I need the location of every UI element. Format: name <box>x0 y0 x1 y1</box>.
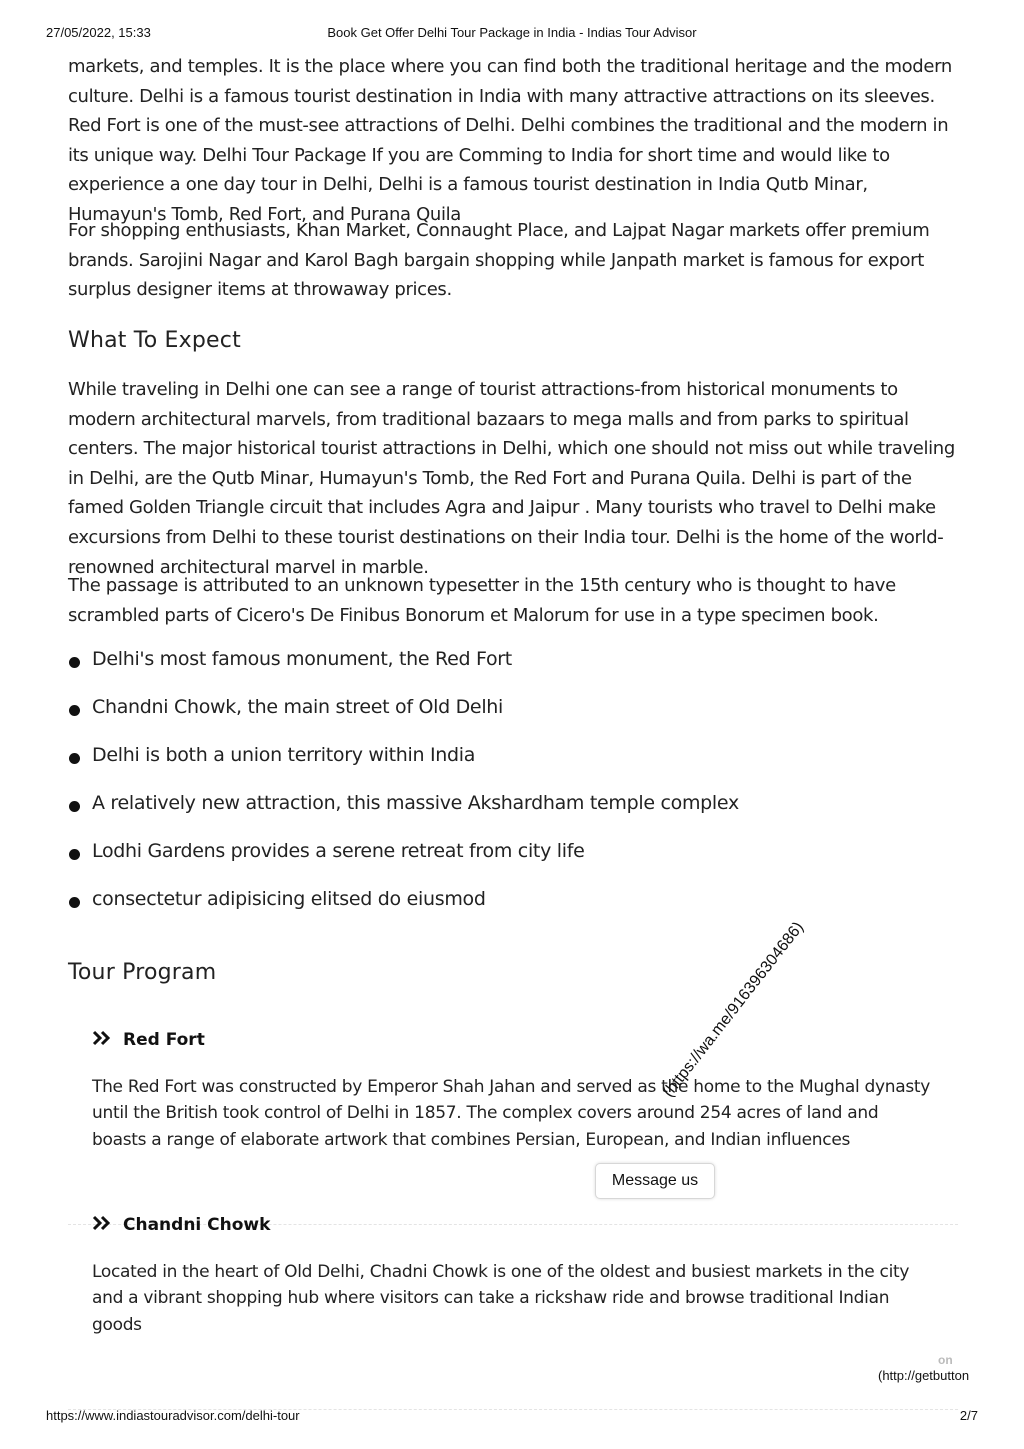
tour-item-title: Red Fort <box>123 1030 205 1050</box>
list-item <box>68 792 739 840</box>
print-url: https://www.indiastouradvisor.com/delhi-tour <box>46 1408 300 1423</box>
tour-item-title: Chandni Chowk <box>123 1215 271 1235</box>
tour-program-heading: Tour Program <box>68 960 217 985</box>
list-item-text: A relatively new attraction, this massive Akshardham temple complex <box>92 792 739 814</box>
message-us-button[interactable]: Message us <box>595 1163 715 1199</box>
getbutton-link[interactable]: (http://getbutton <box>878 1368 970 1383</box>
bullet-icon <box>69 705 80 716</box>
list-item <box>68 744 739 792</box>
list-item-text: Lodhi Gardens provides a serene retreat from city life <box>92 840 585 862</box>
list-item <box>68 648 739 696</box>
list-item <box>68 840 739 888</box>
highlights-list <box>68 648 739 936</box>
what-to-expect-heading: What To Expect <box>68 328 241 353</box>
list-item <box>68 696 739 744</box>
print-header <box>0 25 1024 43</box>
what-to-expect-paragraph-2: The passage is attributed to an unknown typesetter in the 15th century who is thought to have scrambled parts of Cicero's De Finibus Bonorum et Malorum for use in a type specimen book. <box>68 575 896 626</box>
bullet-icon <box>69 801 80 812</box>
list-item-text: Delhi's most famous monument, the Red Fort <box>92 648 512 670</box>
list-item-text: Chandni Chowk, the main street of Old Delhi <box>92 696 504 718</box>
tour-item-description: The Red Fort was constructed by Emperor Shah Jahan and served as the home to the Mughal dynasty until the British took control of Delhi in 1857. The complex covers around 254 acres of land and boasts a range of elaborate artwork that combines Persian, European, and Indian influences <box>92 1077 931 1150</box>
tour-item-description: Located in the heart of Old Delhi, Chadni Chowk is one of the oldest and busiest markets in the city and a vibrant shopping hub where visitors can take a rickshaw ride and browse traditional Indian goods <box>92 1262 910 1335</box>
bullet-icon <box>69 753 80 764</box>
intro-paragraph-1: markets, and temples. It is the place where you can find both the traditional heritage and the modern culture. Delhi is a famous tourist destination in India with many attractive attractions on its sleeves. Red Fort is one of the must-see attractions of Delhi. Delhi combines the traditional and the modern in its unique way. Delhi Tour Package If you are Comming to India for short time and would like to experience a one day tour in Delhi, Delhi is a famous tourist destination in India Qutb Minar, Humayun's Tomb, Red Fort, and Purana Quila <box>68 56 952 225</box>
print-page-number: 2/7 <box>959 1408 978 1423</box>
whatsapp-link[interactable]: (https://wa.me/916396304686) <box>660 918 808 1101</box>
list-item <box>68 888 739 936</box>
bullet-icon <box>69 897 80 908</box>
intro-paragraph-2: For shopping enthusiasts, Khan Market, Connaught Place, and Lajpat Nagar markets offer premium brands. Sarojini Nagar and Karol Bagh bargain shopping while Janpath market is famous for export surplus designer items at throwaway prices. <box>68 220 930 301</box>
bullet-icon <box>69 849 80 860</box>
list-item-text: Delhi is both a union territory within India <box>92 744 476 766</box>
double-chevron-right-icon <box>92 1030 112 1051</box>
getbutton-faint-text: on <box>938 1353 953 1367</box>
bullet-icon <box>69 657 80 668</box>
print-datetime: 27/05/2022, 15:33 <box>46 25 151 40</box>
print-footer <box>0 1408 1024 1426</box>
what-to-expect-paragraph-1: While traveling in Delhi one can see a range of tourist attractions-from historical monuments to modern architectural marvels, from traditional bazaars to mega malls and from parks to spiritual centers. The major historical tourist attractions in Delhi, which one should not miss out while traveling in Delhi, are the Qutb Minar, Humayun's Tomb, the Red Fort and Purana Quila. Delhi is part of the famed Golden Triangle circuit that includes Agra and Jaipur . Many tourists who travel to Delhi make excursions from Delhi to these tourist destinations on their India tour. Delhi is the home of the world-renowned architectural marvel in marble. <box>68 379 955 578</box>
double-chevron-right-icon <box>92 1215 112 1236</box>
print-page-title: Book Get Offer Delhi Tour Package in India - Indias Tour Advisor <box>327 25 697 40</box>
list-item-text: consectetur adipisicing elitsed do eiusmod <box>92 888 486 910</box>
